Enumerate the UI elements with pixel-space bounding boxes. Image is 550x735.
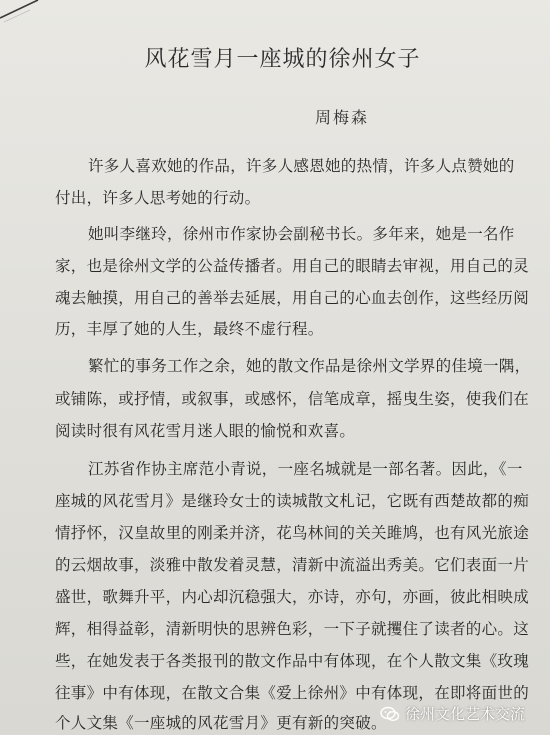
paragraph-line: 情抒怀，汉皇故里的刚柔并济，花鸟林间的关关雎鸠，也有风光旅途 bbox=[55, 524, 530, 542]
wechat-icon bbox=[380, 706, 400, 722]
paragraph-line: 些，在她发表于各类报刊的散文作品中有体现，在个人散文集《玫瑰 bbox=[55, 652, 530, 670]
paragraph-line: 付出，许多人思考她的行动。 bbox=[55, 189, 261, 207]
paragraph-line: 座城的风花雪月》是继玲女士的读城散文札记，它既有西楚故都的痴 bbox=[55, 492, 530, 510]
paragraph-line: 盛世，歌舞升平，内心却沉稳强大，亦诗，亦句，亦画，彼此相映成 bbox=[55, 588, 530, 606]
paragraph-line: 许多人喜欢她的作品，许多人感恩她的热情，许多人点赞她的 bbox=[88, 157, 515, 175]
paragraph-line: 辉，相得益彰，清新明快的思辨色彩，一下子就攫住了读者的心。这 bbox=[55, 620, 530, 638]
paragraph-line: 阅读时很有风花雪月迷人眼的愉悦和欢喜。 bbox=[55, 422, 356, 440]
paragraph-line: 繁忙的事务工作之余，她的散文作品是徐州文学界的佳境一隅， bbox=[88, 357, 531, 375]
watermark-text: 徐州文化艺术交流 bbox=[405, 705, 526, 723]
paragraph-line: 她叫李继玲，徐州市作家协会副秘书长。多年来，她是一名作 bbox=[88, 225, 515, 243]
paragraph-line: 魂去触摸，用自己的善举去延展，用自己的心血去创作，这些经历阅 bbox=[55, 289, 530, 307]
paragraph-line: 或铺陈，或抒情，或叙事，或感怀，信笔成章，摇曳生姿，使我们在 bbox=[55, 390, 530, 408]
article-title: 风花雪月一座城的徐州女子 bbox=[144, 47, 421, 72]
document-page bbox=[30, 20, 535, 735]
paragraph-line: 往事》中有体现，在散文合集《爱上徐州》中有体现，在即将面世的 bbox=[55, 684, 530, 702]
paragraph-line: 历，丰厚了她的人生，最终不虚行程。 bbox=[55, 320, 324, 338]
paragraph-line: 个人文集《一座城的风花雪月》更有新的突破。 bbox=[55, 714, 387, 732]
article-author: 周梅森 bbox=[315, 108, 370, 127]
paragraph-line: 家，也是徐州文学的公益传播者。用自己的眼睛去审视，用自己的灵 bbox=[55, 257, 530, 275]
wechat-watermark bbox=[380, 703, 525, 724]
paragraph-line: 江苏省作协主席范小青说，一座名城就是一部名著。因此，《一 bbox=[88, 460, 523, 478]
paragraph-line: 的云烟故事，淡雅中散发着灵慧，清新中流溢出秀美。它们表面一片 bbox=[55, 556, 530, 574]
